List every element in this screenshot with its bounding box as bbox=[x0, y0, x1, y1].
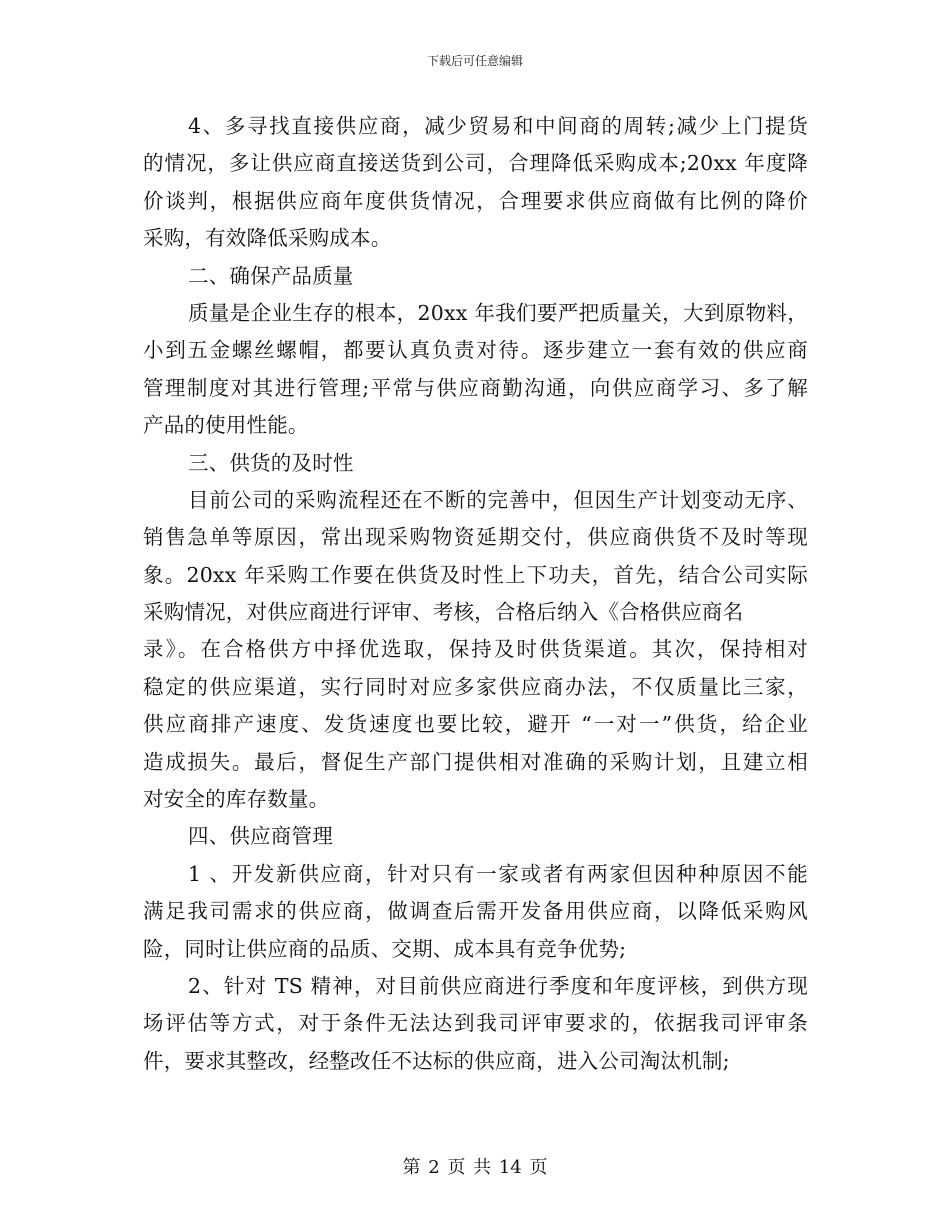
text-line: 三、供货的及时性 bbox=[188, 450, 354, 475]
text-line: 场评估等方式，对于条件无法达到我司评审要求的，依据我司评审条 bbox=[143, 1011, 808, 1036]
text-line: 2、针对 TS 精神，对目前供应商进行季度和年度评核，到供方现 bbox=[188, 973, 808, 998]
text-line: 四、供应商管理 bbox=[188, 824, 333, 849]
text-line: 产品的使用性能。 bbox=[143, 413, 309, 438]
page-number: 第 2 页 共 14 页 bbox=[402, 1157, 548, 1178]
text-line: 稳定的供应渠道，实行同时对应多家供应商办法，不仅质量比三家， bbox=[143, 674, 808, 699]
text-line: 采购，有效降低采购成本。 bbox=[143, 226, 392, 251]
text-line: 的情况，多让供应商直接送货到公司，合理降低采购成本;20xx 年度降 bbox=[143, 151, 808, 176]
text-line: 4、多寻找直接供应商，减少贸易和中间商的周转;减少上门提货 bbox=[188, 114, 808, 138]
text-line: 象。20xx 年采购工作要在供货及时性上下功夫，首先，结合公司实际 bbox=[143, 562, 808, 587]
text-line: 险，同时让供应商的品质、交期、成本具有竞争优势; bbox=[143, 936, 627, 961]
text-line: 1 、开发新供应商，针对只有一家或者有两家但因种种原因不能 bbox=[188, 861, 808, 886]
text-line: 录》。在合格供方中择优选取，保持及时供货渠道。其次，保持相对 bbox=[143, 637, 808, 662]
text-line: 销售急单等原因，常出现采购物资延期交付，供应商供货不及时等现 bbox=[143, 525, 808, 550]
text-line: 采购情况，对供应商进行评审、考核，合格后纳入《合格供应商名 bbox=[143, 600, 744, 625]
text-line: 造成损失。最后，督促生产部门提供相对准确的采购计划，且建立相 bbox=[143, 749, 808, 774]
text-line: 供应商排产速度、发货速度也要比较，避开 “一对一”供货，给企业 bbox=[143, 712, 808, 737]
text-line: 质量是企业生存的根本，20xx 年我们要严把质量关，大到原物料， bbox=[188, 300, 808, 325]
page-header: 下载后可任意编辑 bbox=[426, 54, 523, 68]
text-line: 管理制度对其进行管理;平常与供应商勤沟通，向供应商学习、多了解 bbox=[143, 375, 808, 400]
text-line: 对安全的库存数量。 bbox=[143, 787, 330, 812]
text-line: 小到五金螺丝螺帽，都要认真负责对待。逐步建立一套有效的供应商 bbox=[143, 338, 808, 363]
text-line: 价谈判，根据供应商年度供货情况，合理要求供应商做有比例的降价 bbox=[143, 188, 808, 213]
text-line: 件，要求其整改，经整改任不达标的供应商，进入公司淘汰机制; bbox=[143, 1048, 730, 1073]
text-line: 二、确保产品质量 bbox=[188, 263, 354, 288]
text-line: 满足我司需求的供应商，做调查后需开发备用供应商，以降低采购风 bbox=[143, 899, 808, 924]
text-line: 目前公司的采购流程还在不断的完善中，但因生产计划变动无序、 bbox=[188, 487, 808, 512]
document-body bbox=[143, 108, 808, 1080]
